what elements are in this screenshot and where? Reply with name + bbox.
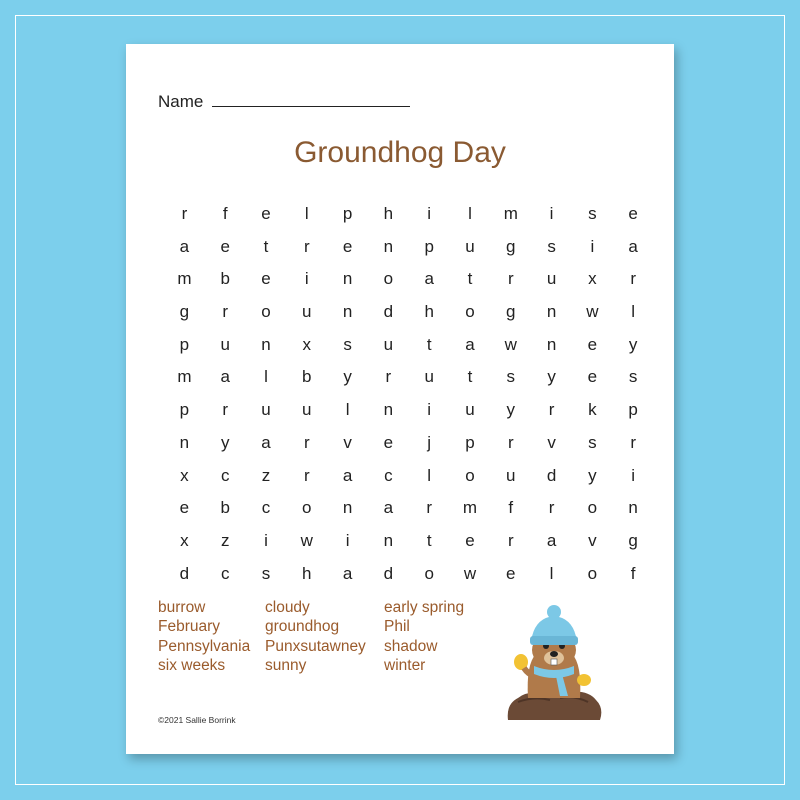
grid-letter: j (427, 432, 432, 452)
word-bank-item: Phil (384, 618, 410, 636)
word-bank-item: groundhog (265, 618, 340, 636)
word-bank-item: winter (384, 656, 426, 674)
grid-letter: s (343, 334, 352, 354)
grid-letter: p (465, 432, 475, 452)
grid-letter: n (628, 498, 638, 518)
grid-letter: g (179, 302, 190, 322)
grid-letter: y (628, 334, 638, 354)
grid-letter: u (302, 400, 312, 420)
grid-letter: o (302, 498, 312, 518)
grid-letter: l (304, 204, 309, 223)
grid-letter: r (507, 269, 514, 289)
grid-letter: s (588, 432, 597, 452)
grid-letter: l (631, 302, 636, 322)
grid-letter: i (631, 465, 636, 485)
grid-letter: m (503, 204, 518, 223)
grid-letter: s (506, 367, 516, 387)
grid-letter: r (507, 530, 514, 550)
grid-letter: r (548, 498, 555, 518)
grid-letter: c (220, 563, 230, 583)
grid-letter: t (263, 236, 269, 256)
grid-letter: p (628, 400, 638, 420)
grid-letter: b (220, 269, 230, 289)
grid-letter: r (507, 432, 514, 452)
grid-letter: x (588, 269, 597, 289)
grid-letter: t (426, 334, 432, 354)
grid-letter: l (345, 400, 350, 420)
grid-letter: a (465, 334, 475, 354)
grid-letter: r (630, 432, 636, 452)
grid-letter: z (220, 530, 230, 550)
grid-letter: u (465, 236, 475, 256)
grid-letter: e (220, 236, 230, 256)
grid-letter: l (264, 367, 268, 387)
grid-letter: p (424, 236, 434, 256)
grid-letter: x (180, 465, 189, 485)
word-bank-item: cloudy (265, 599, 310, 616)
grid-letter: v (547, 432, 556, 452)
grid-letter: m (177, 269, 192, 289)
grid-letter: t (467, 367, 473, 387)
grid-letter: l (468, 204, 472, 223)
grid-letter: t (467, 269, 473, 289)
name-field (158, 92, 410, 112)
grid-letter: r (548, 400, 555, 420)
word-bank-item: sunny (265, 656, 307, 674)
copyright-text: ©2021 Sallie Borrink (158, 715, 236, 725)
grid-letter: b (220, 498, 230, 518)
grid-letter: s (628, 367, 638, 387)
grid-letter: e (261, 204, 271, 223)
grid-letter: y (588, 465, 597, 485)
grid-letter: p (342, 204, 353, 223)
grid-letter: w (586, 302, 599, 322)
grid-letter: u (465, 400, 475, 420)
grid-letter: e (342, 236, 353, 256)
grid-letter: e (506, 563, 516, 583)
grid-letter: u (261, 400, 271, 420)
grid-letter: c (261, 498, 271, 518)
grid-letter: m (177, 367, 192, 387)
grid-letter: x (180, 530, 189, 550)
grid-letter: r (426, 498, 433, 518)
grid-letter: f (508, 498, 514, 518)
grid-letter: a (220, 367, 230, 387)
grid-letter: l (549, 563, 554, 583)
grid-letter: r (303, 465, 310, 485)
word-bank-item: six weeks (158, 656, 226, 674)
grid-letter: r (630, 269, 636, 289)
grid-letter: h (302, 563, 312, 583)
grid-letter: a (261, 432, 271, 452)
grid-letter: n (261, 334, 271, 354)
grid-letter: i (264, 530, 268, 550)
grid-letter: v (588, 530, 597, 550)
grid-letter: a (628, 236, 638, 256)
grid-letter: o (465, 465, 475, 485)
grid-letter: t (426, 530, 432, 550)
grid-letter: i (427, 204, 432, 223)
grid-letter: d (179, 563, 190, 583)
grid-letter: c (384, 465, 393, 485)
word-bank-item: early spring (384, 599, 465, 616)
word-bank-item: Punxsutawney (265, 637, 366, 655)
grid-letter: h (383, 204, 394, 223)
grid-letter: k (588, 400, 597, 420)
grid-letter: o (261, 302, 271, 322)
grid-letter: u (424, 367, 434, 387)
grid-letter: p (179, 334, 190, 354)
grid-letter: l (427, 465, 432, 485)
grid-letter: h (424, 302, 434, 322)
grid-letter: y (547, 367, 556, 387)
grid-letter: d (383, 563, 394, 583)
grid-letter: e (261, 269, 271, 289)
grid-letter: x (302, 334, 312, 354)
grid-letter: y (220, 432, 230, 452)
grid-letter: g (628, 530, 638, 550)
grid-letter: w (300, 530, 313, 550)
grid-letter: a (546, 530, 557, 550)
grid-letter: e (628, 204, 638, 223)
grid-letter: u (383, 334, 394, 354)
grid-letter: r (181, 204, 188, 223)
grid-letter: s (261, 563, 271, 583)
grid-letter: s (547, 236, 556, 256)
grid-letter: n (383, 236, 394, 256)
word-bank-item: Pennsylvania (158, 637, 251, 655)
grid-letter: f (630, 563, 636, 583)
grid-letter: w (504, 334, 517, 354)
groundhog-illustration (504, 604, 604, 722)
grid-letter: o (587, 498, 598, 518)
grid-letter: o (424, 563, 434, 583)
grid-letter: e (179, 498, 190, 518)
word-bank-item: February (158, 618, 221, 636)
grid-letter: e (465, 530, 475, 550)
grid-letter: i (304, 269, 309, 289)
grid-letter: r (303, 236, 310, 256)
grid-letter: r (385, 367, 392, 387)
word-search-grid (164, 198, 654, 590)
grid-letter: i (427, 400, 432, 420)
grid-letter: a (342, 563, 353, 583)
grid-letter: p (179, 400, 190, 420)
grid-letter: r (222, 302, 229, 322)
grid-letter: u (302, 302, 312, 322)
grid-letter: e (587, 367, 598, 387)
name-underline (212, 92, 410, 107)
grid-letter: y (343, 367, 352, 387)
grid-letter: n (546, 302, 557, 322)
grid-letter: i (590, 236, 595, 256)
grid-letter: e (383, 432, 394, 452)
grid-letter: c (220, 465, 230, 485)
grid-letter: n (342, 302, 353, 322)
grid-letter: g (506, 302, 516, 322)
grid-letter: n (383, 400, 394, 420)
grid-letter: e (587, 334, 598, 354)
grid-letter: u (220, 334, 230, 354)
name-label: Name (158, 92, 204, 111)
grid-letter: a (179, 236, 190, 256)
page-title: Groundhog Day (294, 136, 506, 169)
grid-letter: o (587, 563, 598, 583)
word-bank-item: shadow (384, 637, 438, 655)
grid-letter: o (383, 269, 394, 289)
grid-letter: r (303, 432, 310, 452)
grid-letter: n (179, 432, 190, 452)
grid-letter: n (546, 334, 557, 354)
grid-letter: o (465, 302, 475, 322)
grid-letter: m (462, 498, 478, 518)
grid-letter: u (546, 269, 557, 289)
grid-letter: d (383, 302, 394, 322)
grid-letter: b (302, 367, 312, 387)
word-bank-item: burrow (158, 599, 206, 616)
word-bank (158, 599, 494, 676)
grid-letter: i (549, 204, 554, 223)
grid-letter: f (222, 204, 228, 223)
grid-letter: v (343, 432, 352, 452)
grid-letter: n (342, 498, 353, 518)
worksheet-page (126, 44, 674, 754)
grid-letter: a (342, 465, 353, 485)
grid-letter: d (546, 465, 557, 485)
grid-letter: n (342, 269, 353, 289)
grid-letter: s (588, 204, 597, 223)
grid-letter: y (506, 400, 516, 420)
grid-letter: w (463, 563, 477, 583)
grid-letter: a (424, 269, 434, 289)
grid-letter: u (506, 465, 516, 485)
grid-letter: g (506, 236, 516, 256)
grid-letter: i (345, 530, 350, 550)
grid-letter: a (383, 498, 394, 518)
grid-letter: r (222, 400, 229, 420)
grid-letter: z (261, 465, 271, 485)
grid-letter: n (383, 530, 394, 550)
